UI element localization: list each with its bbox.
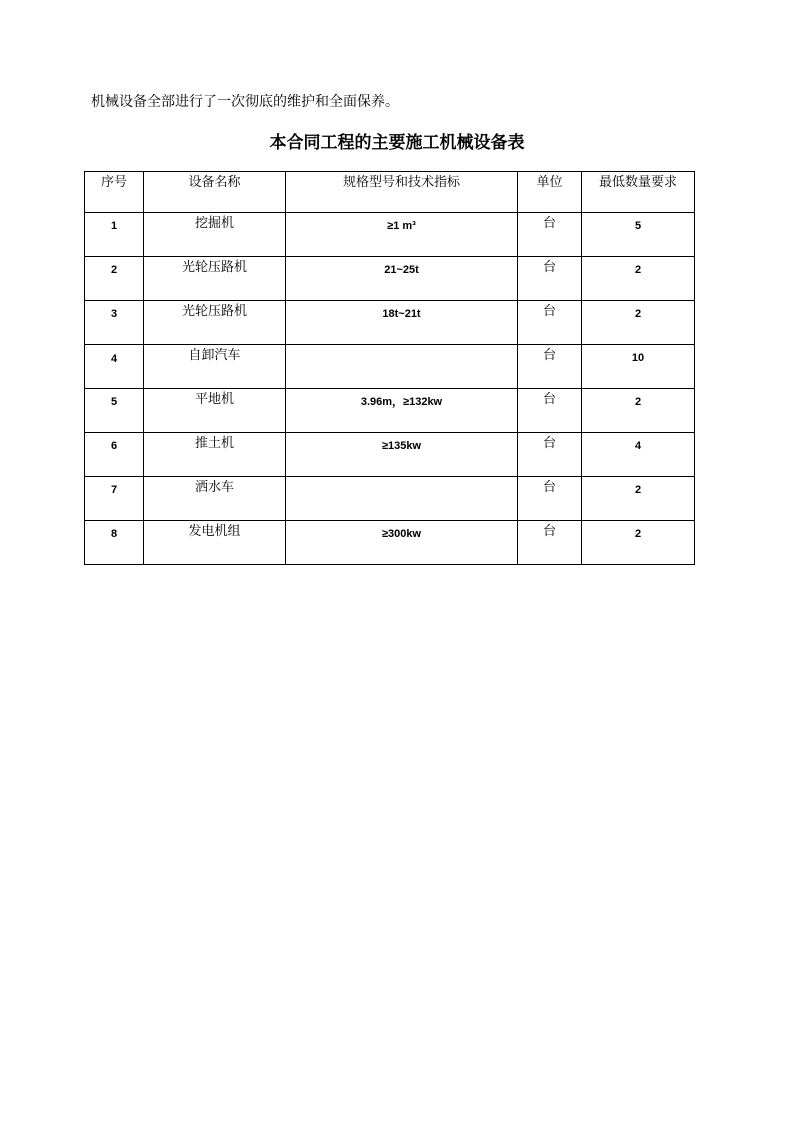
cell-unit: 台 xyxy=(518,301,582,345)
table-header-row xyxy=(85,172,695,213)
table-row xyxy=(85,433,695,477)
cell-qty: 10 xyxy=(582,345,695,389)
cell-name: 自卸汽车 xyxy=(144,345,286,389)
cell-unit: 台 xyxy=(518,521,582,565)
table-row xyxy=(85,213,695,257)
cell-unit: 台 xyxy=(518,213,582,257)
cell-qty: 2 xyxy=(582,257,695,301)
cell-no: 3 xyxy=(85,301,144,345)
cell-qty: 2 xyxy=(582,521,695,565)
cell-spec: 18t~21t xyxy=(286,301,518,345)
cell-qty: 2 xyxy=(582,477,695,521)
cell-qty: 5 xyxy=(582,213,695,257)
cell-spec xyxy=(286,345,518,389)
cell-name: 挖掘机 xyxy=(144,213,286,257)
cell-qty: 2 xyxy=(582,301,695,345)
header-qty: 最低数量要求 xyxy=(582,172,695,213)
header-spec: 规格型号和技术指标 xyxy=(286,172,518,213)
table-row xyxy=(85,477,695,521)
header-no: 序号 xyxy=(85,172,144,213)
cell-no: 2 xyxy=(85,257,144,301)
cell-unit: 台 xyxy=(518,477,582,521)
cell-name: 推土机 xyxy=(144,433,286,477)
table-row xyxy=(85,521,695,565)
cell-name: 洒水车 xyxy=(144,477,286,521)
header-name: 设备名称 xyxy=(144,172,286,213)
table-title: 本合同工程的主要施工机械设备表 xyxy=(269,133,525,153)
cell-name: 光轮压路机 xyxy=(144,257,286,301)
equipment-table xyxy=(84,171,695,565)
cell-spec: ≥1 m³ xyxy=(286,213,518,257)
cell-unit: 台 xyxy=(518,389,582,433)
cell-qty: 2 xyxy=(582,389,695,433)
cell-no: 5 xyxy=(85,389,144,433)
intro-paragraph: 机械设备全部进行了一次彻底的维护和全面保养。 xyxy=(91,94,399,110)
table-row xyxy=(85,345,695,389)
cell-name: 光轮压路机 xyxy=(144,301,286,345)
table-row xyxy=(85,389,695,433)
cell-spec xyxy=(286,477,518,521)
cell-spec: ≥300kw xyxy=(286,521,518,565)
table-row xyxy=(85,257,695,301)
cell-unit: 台 xyxy=(518,257,582,301)
cell-no: 4 xyxy=(85,345,144,389)
cell-name: 平地机 xyxy=(144,389,286,433)
cell-spec: 3.96m，≥132kw xyxy=(286,389,518,433)
cell-no: 6 xyxy=(85,433,144,477)
cell-qty: 4 xyxy=(582,433,695,477)
cell-spec: 21~25t xyxy=(286,257,518,301)
cell-unit: 台 xyxy=(518,433,582,477)
cell-unit: 台 xyxy=(518,345,582,389)
table-row xyxy=(85,301,695,345)
cell-no: 1 xyxy=(85,213,144,257)
header-unit: 单位 xyxy=(518,172,582,213)
cell-no: 7 xyxy=(85,477,144,521)
cell-name: 发电机组 xyxy=(144,521,286,565)
cell-no: 8 xyxy=(85,521,144,565)
cell-spec: ≥135kw xyxy=(286,433,518,477)
